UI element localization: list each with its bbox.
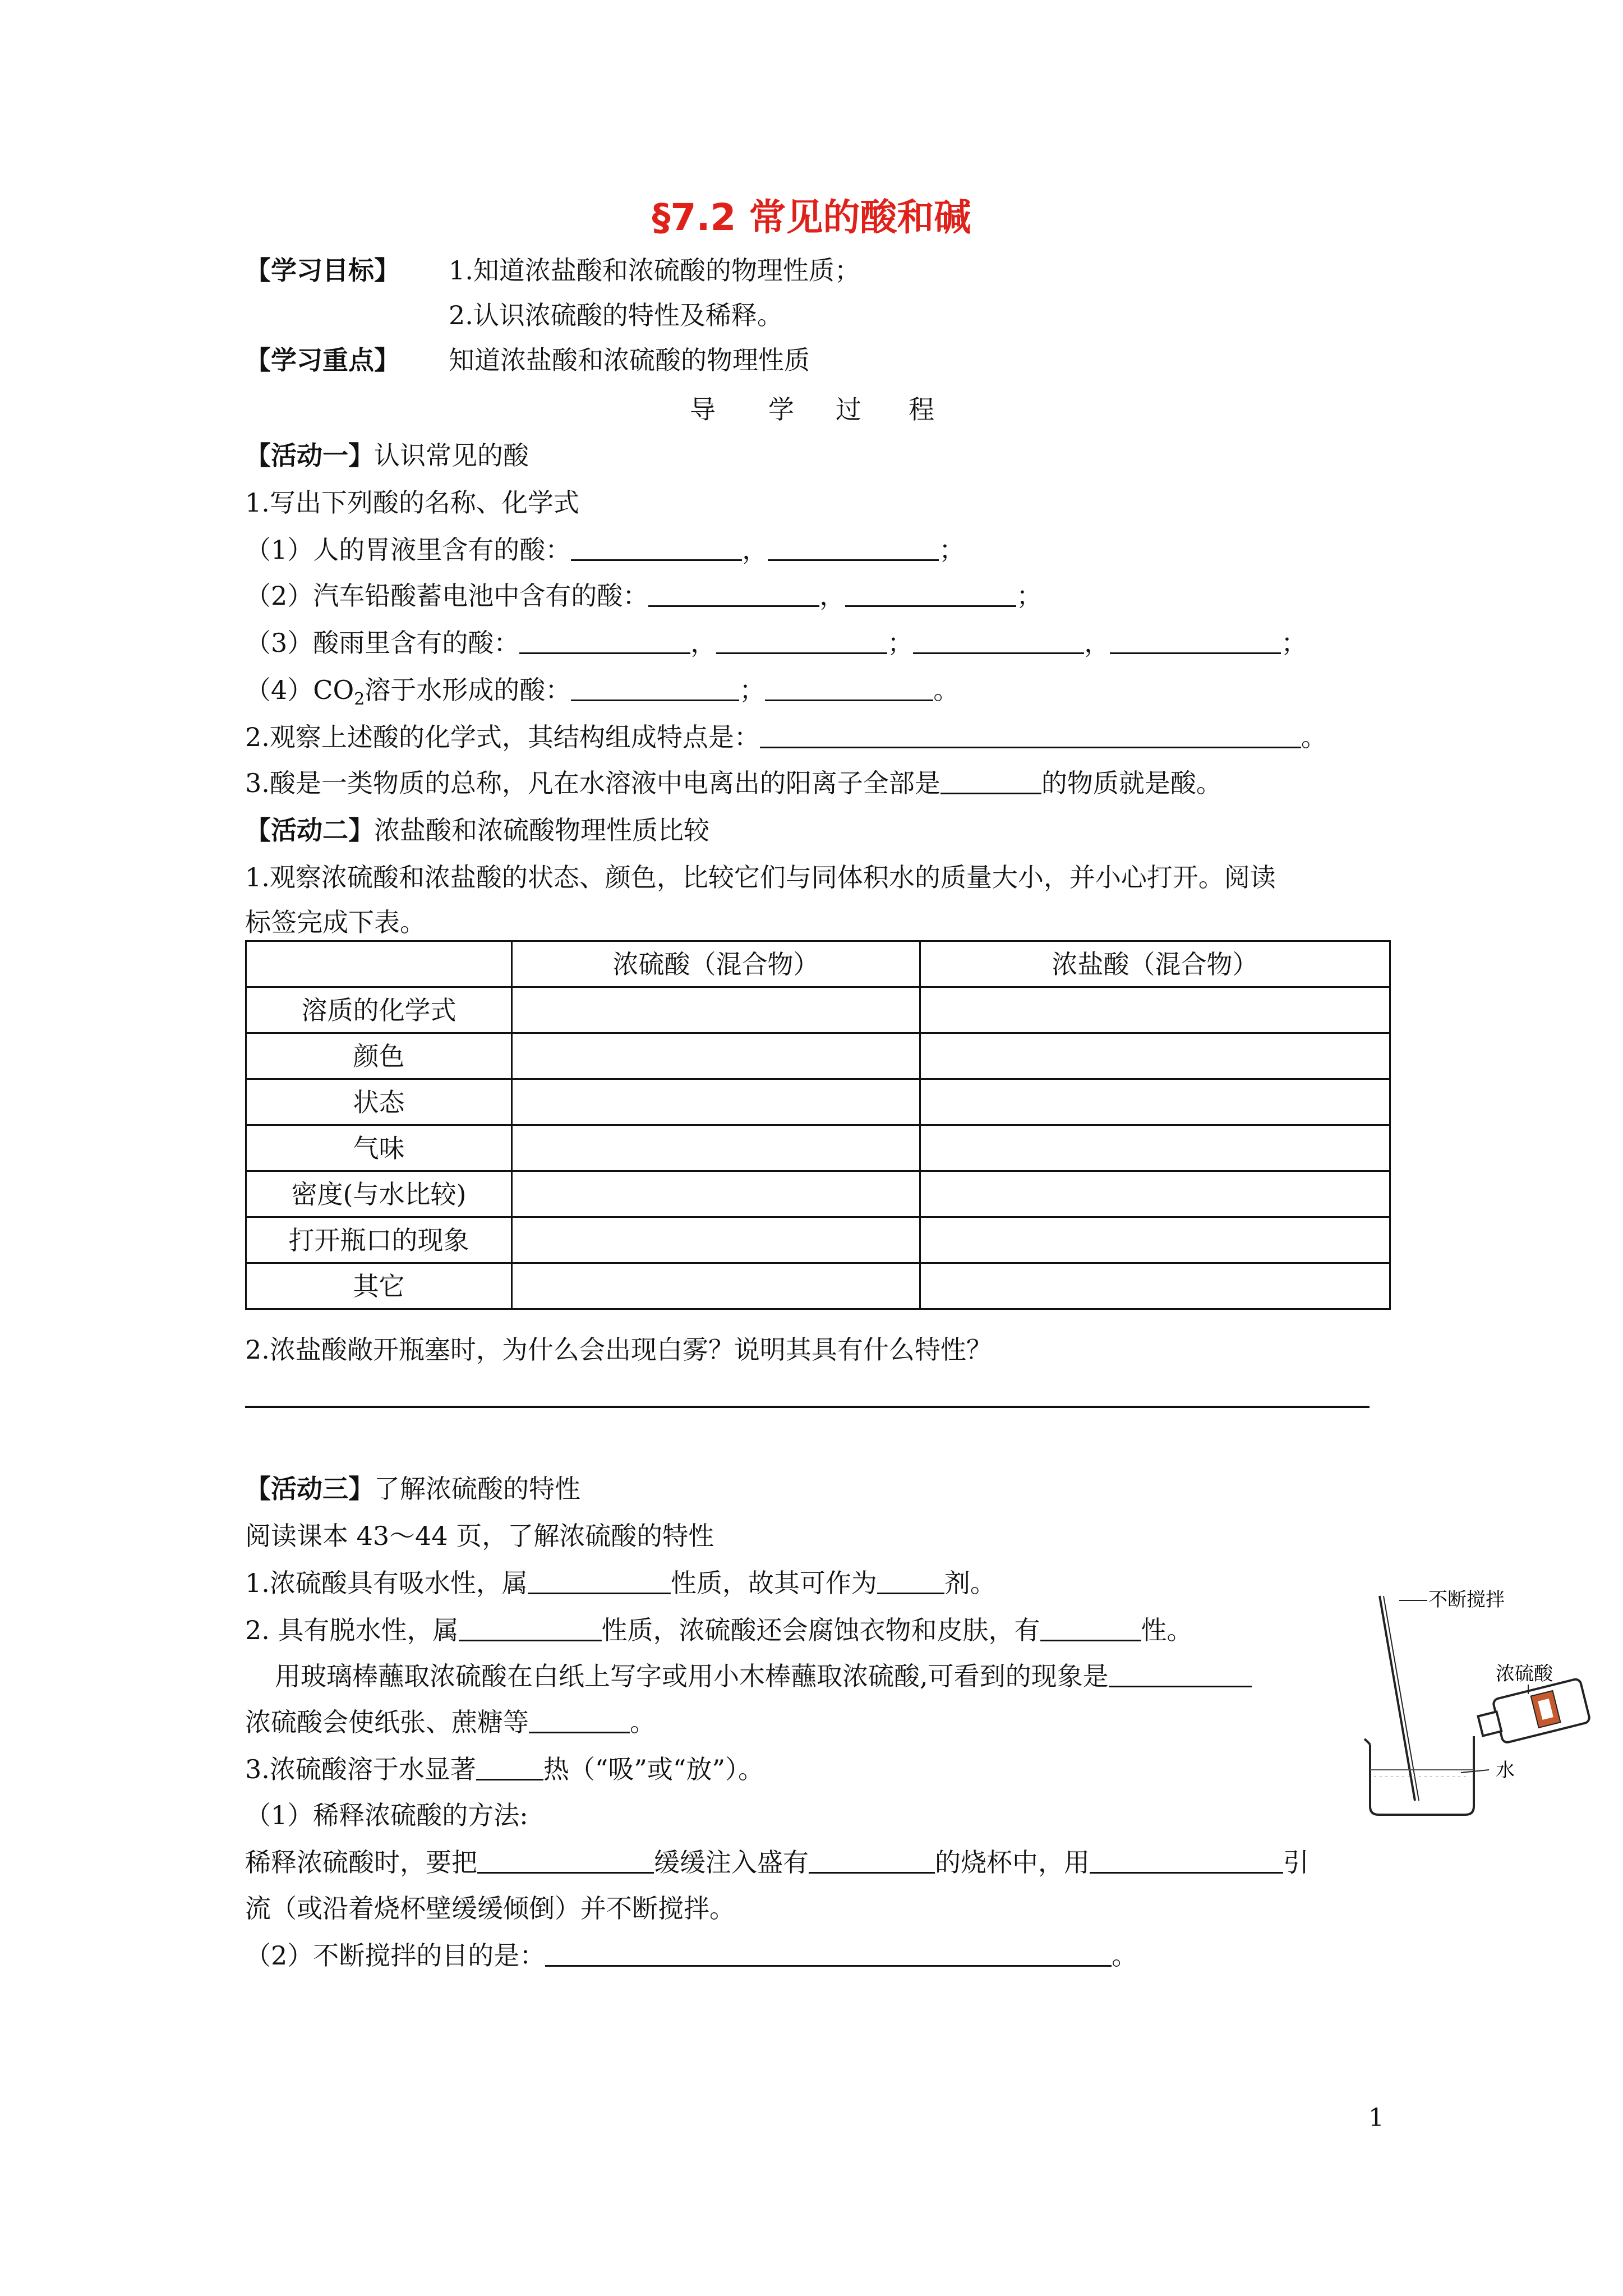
activity3-q3-2 [245,1939,1137,1972]
answer-cell[interactable] [512,1125,920,1171]
answer-cell[interactable] [920,1079,1390,1125]
answer-blank[interactable] [571,675,739,701]
objective-1: 1.知道浓盐酸和浓硫酸的物理性质； [449,255,860,286]
answer-blank[interactable] [529,1707,630,1733]
answer-blank[interactable] [648,581,819,607]
activity3-q2-line2 [275,1659,1252,1693]
activity1-q3 [245,766,1222,800]
table-row [246,987,1390,1033]
period: 。 [1301,722,1327,752]
activity3-q3 [245,1752,764,1786]
question-text: 缓缓注入盛有 [654,1847,809,1878]
comma: ， [690,628,717,658]
row-label: 状态 [246,1079,512,1125]
comma: ， [1084,628,1110,658]
answer-cell[interactable] [920,1125,1390,1171]
answer-blank[interactable] [1109,1661,1252,1687]
activity1-heading [245,439,529,472]
question-text: 稀释浓硫酸时，要把 [245,1847,477,1878]
row-label: 溶质的化学式 [246,987,512,1033]
question-text: 性质，故其可作为 [670,1568,877,1598]
subscript: 2 [354,689,365,710]
activity3-heading-label: 【活动三】 [245,1474,374,1504]
row-label: 其它 [246,1263,512,1309]
activity2-q1-line1: 1.观察浓硫酸和浓盐酸的状态、颜色，比较它们与同体积水的质量大小，并小心打开。阅读 [245,862,1276,892]
activity2-q2: 2.浓盐酸敞开瓶塞时，为什么会出现白雾？说明其具有什么特性？ [245,1335,992,1365]
activity3-q3-1: （1）稀释浓硫酸的方法: [245,1800,528,1830]
answer-blank[interactable] [1110,628,1281,654]
answer-blank[interactable] [940,768,1041,794]
semicolon: ； [1016,581,1043,611]
answer-cell[interactable] [920,1263,1390,1309]
activity2-heading-label: 【活动二】 [245,815,374,845]
activity1-q1-1 [245,533,965,567]
question-text: 的物质就是酸。 [1041,768,1222,798]
process-heading-char: 学 [768,394,794,425]
question-text: 3.酸是一类物质的总称，凡在水溶液中电离出的阳离子全部是 [245,768,940,798]
row-label: 打开瓶口的现象 [246,1217,512,1263]
answer-blank[interactable] [913,628,1084,654]
answer-cell[interactable] [512,1217,920,1263]
acid-bottle-icon [1475,1678,1590,1748]
answer-line[interactable] [245,1406,1370,1408]
answer-cell[interactable] [512,1171,920,1217]
focus-label: 【学习重点】 [245,345,400,375]
stir-label: 不断搅拌 [1428,1589,1505,1611]
answer-cell[interactable] [920,1217,1390,1263]
comma: ， [742,535,768,565]
question-text: 浓硫酸会使纸张、蔗糖等 [245,1707,529,1737]
answer-blank[interactable] [545,1940,1112,1967]
activity3-heading [245,1472,580,1506]
question-text: 1.浓硫酸具有吸水性，属 [245,1568,528,1598]
activity2-heading [245,813,709,847]
table-row [246,1033,1390,1079]
period: 。 [1112,1940,1138,1971]
table-row [246,1263,1390,1309]
question-text: 性质，浓硫酸还会腐蚀衣物和皮肤，有 [601,1615,1040,1645]
answer-blank[interactable] [1090,1847,1283,1874]
activity3-q1 [245,1566,996,1600]
table-row [246,1079,1390,1125]
answer-blank[interactable] [459,1615,602,1641]
focus-text: 知道浓盐酸和浓硫酸的物理性质 [449,345,810,375]
question-text: 引 [1283,1847,1309,1878]
page-number: 1 [1368,2104,1384,2132]
question-text: 性。 [1141,1615,1193,1645]
semicolon: ； [739,675,766,705]
answer-cell[interactable] [512,1033,920,1079]
answer-blank[interactable] [477,1847,654,1874]
dilution-figure [1349,1579,1607,1820]
process-heading-char: 过 [836,394,861,425]
answer-blank[interactable] [765,675,933,701]
activity1-heading-label: 【活动一】 [245,440,374,471]
row-label: 颜色 [246,1033,512,1079]
comma: ， [819,581,846,611]
answer-cell[interactable] [920,1171,1390,1217]
answer-cell[interactable] [920,987,1390,1033]
question-text: 2. 具有脱水性，属 [245,1615,459,1645]
activity3-read: 阅读课本 43～44 页，了解浓硫酸的特性 [245,1521,714,1551]
row-label: 气味 [246,1125,512,1171]
objectives-label: 【学习目标】 [245,255,400,286]
process-heading-char: 程 [909,394,934,425]
acid-label: 浓硫酸 [1496,1663,1553,1685]
answer-blank[interactable] [1040,1615,1141,1641]
period: 。 [630,1707,656,1737]
answer-blank[interactable] [716,628,887,654]
activity3-heading-text: 了解浓硫酸的特性 [374,1474,580,1504]
objective-2: 2.认识浓硫酸的特性及稀释。 [449,300,783,330]
question-text: 剂。 [944,1568,996,1598]
question-text: （1）人的胃液里含有的酸： [245,535,571,565]
question-text: 溶于水形成的酸： [365,675,571,705]
beaker-icon [1370,1736,1474,1815]
activity1-q1-3 [245,626,1307,660]
activity1-q1: 1.写出下列酸的名称、化学式 [245,487,579,518]
question-text: 热（“吸”或“放”）。 [543,1754,764,1784]
answer-blank[interactable] [519,628,690,654]
row-label: 密度(与水比较) [246,1171,512,1217]
activity2-heading-text: 浓盐酸和浓硫酸物理性质比较 [374,815,709,845]
comparison-table [245,940,1391,1310]
table-header-cell [246,941,512,987]
page-title: §7.2 常见的酸和碱 [652,196,971,239]
answer-blank[interactable] [768,535,939,561]
beaker-spout [1364,1739,1370,1745]
semicolon: ； [1281,628,1307,658]
question-text: （3）酸雨里含有的酸： [245,628,520,658]
answer-blank[interactable] [528,1568,671,1594]
activity1-q1-2 [245,579,1042,613]
question-text: （2）不断搅拌的目的是： [245,1940,546,1971]
answer-blank[interactable] [571,535,742,561]
answer-blank[interactable] [476,1754,543,1780]
question-text: （4）CO [245,675,354,705]
activity1-heading-text: 认识常见的酸 [374,440,529,471]
semicolon: ； [887,628,914,658]
activity3-q2-line3 [245,1705,656,1739]
answer-cell[interactable] [920,1033,1390,1079]
table-row [246,1125,1390,1171]
question-text: （2）汽车铅酸蓄电池中含有的酸： [245,581,649,611]
answer-cell[interactable] [512,1079,920,1125]
activity3-dilute-line2: 流（或沿着烧杯壁缓缓倾倒）并不断搅拌。 [245,1893,735,1924]
water-label: 水 [1496,1759,1515,1782]
activity1-q2 [245,720,1327,754]
answer-blank[interactable] [760,722,1301,748]
activity3-q2 [245,1613,1193,1647]
answer-blank[interactable] [809,1847,935,1874]
period: 。 [933,675,960,705]
answer-blank[interactable] [877,1568,944,1594]
question-text: 3.浓硫酸溶于水显著 [245,1754,476,1784]
question-text: 用玻璃棒蘸取浓硫酸在白纸上写字或用小木棒蘸取浓硫酸,可看到的现象是 [275,1661,1109,1691]
semicolon: ； [939,535,965,565]
table-header-cell: 浓盐酸（混合物） [920,941,1390,987]
table-header-cell: 浓硫酸（混合物） [512,941,920,987]
question-text: 的烧杯中，用 [935,1847,1090,1878]
process-heading-char: 导 [690,394,716,425]
question-text: 2.观察上述酸的化学式，其结构组成特点是： [245,722,760,752]
table-header-row [246,941,1390,987]
answer-cell[interactable] [512,987,920,1033]
activity3-dilute [245,1846,1309,1879]
table-row [246,1217,1390,1263]
answer-blank[interactable] [845,581,1016,607]
activity2-q1-line2: 标签完成下表。 [245,907,426,937]
activity1-q1-4 [245,673,959,716]
answer-cell[interactable] [512,1263,920,1309]
table-row [246,1171,1390,1217]
